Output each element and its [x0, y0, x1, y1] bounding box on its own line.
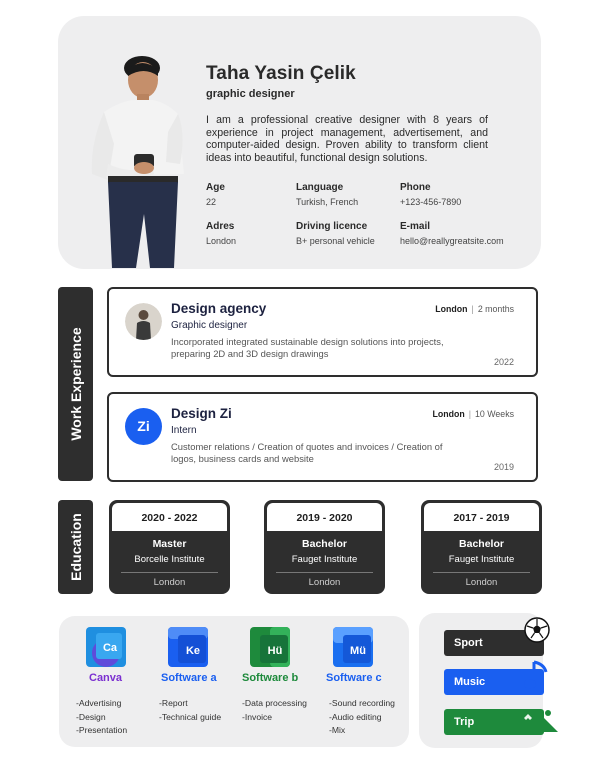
detail-age — [206, 182, 225, 207]
work-duration: 2 months — [477, 304, 514, 314]
detail-phone — [400, 182, 461, 207]
education-city: London — [153, 577, 186, 588]
app-name: Software c — [326, 672, 382, 684]
detail-label: Adres — [206, 221, 235, 232]
app-skill: -Mix — [329, 725, 346, 735]
work-separator: | — [471, 304, 474, 314]
work-year: 2022 — [493, 357, 514, 367]
work-role: Intern — [171, 425, 197, 436]
detail-label: E-mail — [400, 221, 431, 232]
education-years: 2020 - 2022 — [112, 503, 227, 531]
app-badge: Hü — [267, 645, 283, 657]
app-skill-list — [242, 697, 307, 724]
app-skill: -Invoice — [242, 711, 273, 722]
divider — [433, 572, 530, 573]
music-note-icon — [524, 658, 548, 692]
app-skill: -Data processing — [242, 698, 307, 708]
work-duration: 10 Weeks — [475, 409, 514, 419]
app-skill-list — [159, 697, 221, 724]
education-degree: Bachelor — [302, 538, 347, 550]
app-name: Software a — [161, 672, 217, 684]
soccer-ball-icon — [524, 617, 550, 643]
education-item — [421, 500, 542, 594]
education-degree: Bachelor — [459, 538, 504, 550]
software-c-icon — [333, 627, 373, 667]
education-city: London — [308, 577, 341, 588]
mountain-icon — [510, 708, 558, 732]
app-skill: -Audio editing — [329, 711, 382, 722]
work-city: London — [432, 409, 465, 419]
detail-address — [206, 221, 236, 246]
education-city: London — [465, 577, 498, 588]
detail-value: London — [206, 236, 237, 246]
app-skill: -Advertising — [76, 698, 122, 708]
work-description: Incorporated integrated sustainable design solutions into projects, preparing 2D and 3D design drawings — [171, 336, 444, 359]
app-name: Software b — [242, 672, 299, 684]
profile-bio: I am a professional creative designer with 8 years of experience in project management, advertisement, and computer-aided design. Proven ability to transform client ideas into beautiful, functional design solutions. — [206, 114, 488, 164]
detail-value: +123-456-7890 — [400, 197, 462, 207]
software-a-icon — [168, 627, 208, 667]
app-name: Canva — [89, 672, 123, 684]
education-heading — [58, 500, 93, 594]
work-company: Design Zi — [171, 406, 232, 421]
detail-value: 22 — [206, 197, 217, 207]
person-photo-logo-icon — [125, 303, 162, 340]
app-skill: -Technical guide — [159, 711, 222, 722]
app-skill: -Sound recording — [329, 698, 395, 708]
software-card — [59, 616, 409, 747]
work-role: Graphic designer — [171, 320, 248, 331]
canva-icon — [86, 627, 126, 667]
education-institute: Fauget Institute — [291, 554, 358, 565]
education-years: 2019 - 2020 — [267, 503, 382, 531]
work-description: Customer relations / Creation of quotes and invoices / Creation of logos, business cards and website — [171, 441, 443, 464]
divider — [276, 572, 373, 573]
app-skill-list — [329, 697, 395, 738]
work-separator: | — [468, 409, 472, 419]
section-title: Education — [67, 513, 84, 581]
hobby-music: Music — [444, 669, 544, 695]
education-item — [109, 500, 230, 594]
work-company: Design agency — [171, 301, 267, 316]
app-badge: Ke — [185, 645, 201, 657]
profile-photo — [74, 54, 190, 268]
work-item-design-agency — [107, 287, 538, 377]
app-skill: -Design — [76, 711, 106, 722]
app-skill: -Report — [159, 698, 188, 708]
zi-logo-icon: Zi — [125, 408, 162, 445]
detail-label: Language — [296, 182, 344, 193]
education-degree: Master — [152, 538, 187, 550]
education-institute: Borcelle Institute — [134, 554, 205, 565]
software-b-icon — [250, 627, 290, 667]
work-city: London — [435, 304, 468, 314]
work-year: 2019 — [493, 462, 514, 472]
detail-label: Phone — [400, 182, 431, 193]
profile-name: Taha Yasin Çelik — [206, 63, 356, 84]
app-skill-list — [76, 697, 127, 738]
section-title: Work Experience — [67, 327, 84, 441]
hobby-sport: Sport — [444, 630, 544, 656]
detail-label: Driving licence — [296, 221, 368, 232]
profile-title: graphic designer — [206, 88, 295, 100]
divider — [121, 572, 218, 573]
detail-value: B+ personal vehicle — [296, 236, 375, 246]
detail-value: Turkish, French — [296, 197, 359, 207]
work-location — [435, 304, 514, 314]
detail-driving-licence — [296, 221, 375, 246]
education-item — [264, 500, 385, 594]
detail-label: Age — [206, 182, 225, 193]
app-skill: -Presentation — [76, 725, 128, 735]
work-item-design-zi — [107, 392, 538, 482]
hobby-trip: Trip — [444, 709, 544, 735]
detail-language — [296, 182, 358, 207]
work-location — [432, 409, 514, 419]
detail-value[interactable]: hello@reallygreatsite.com — [400, 236, 504, 246]
detail-email[interactable] — [400, 221, 504, 246]
education-years: 2017 - 2019 — [424, 503, 539, 531]
app-badge: Ca — [102, 642, 118, 654]
app-badge: Mü — [350, 645, 366, 657]
work-experience-heading — [58, 287, 93, 481]
education-institute: Fauget Institute — [448, 554, 515, 565]
